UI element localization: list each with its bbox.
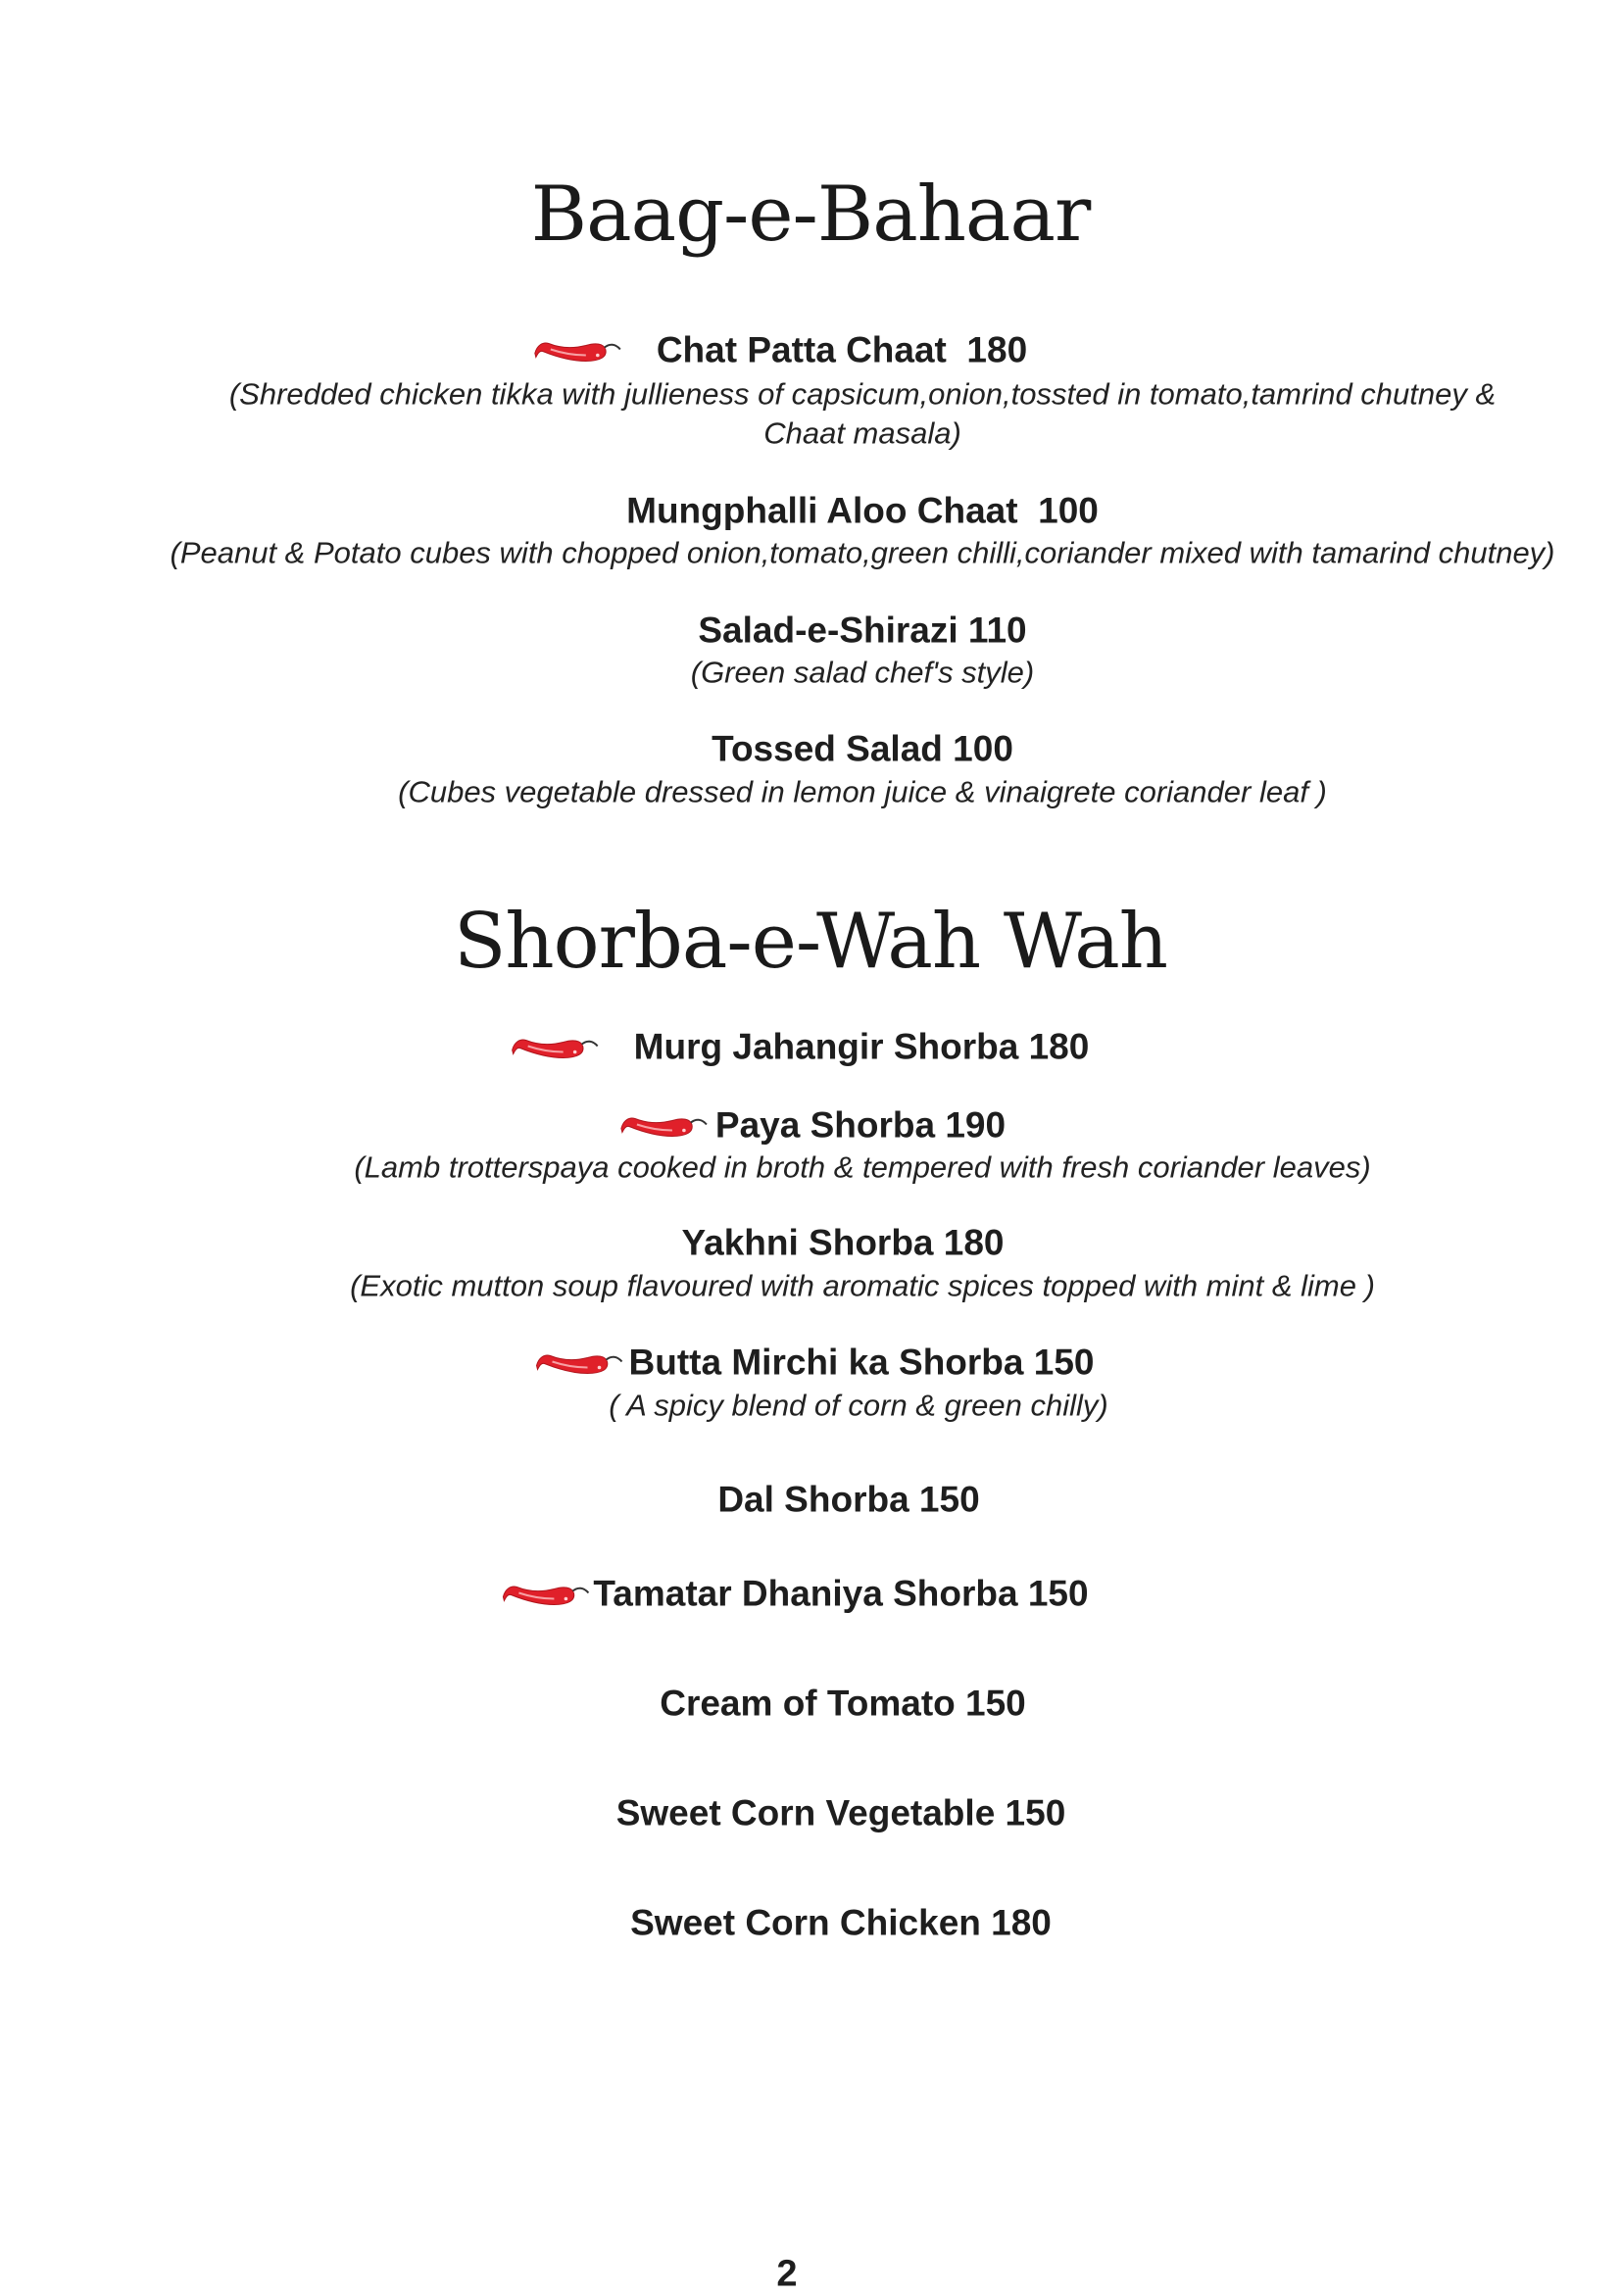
menu-item — [630, 1902, 1052, 1943]
menu-item — [626, 490, 1099, 531]
item-name: Yakhni Shorba 180 — [681, 1222, 1005, 1263]
menu-item — [717, 1479, 980, 1520]
item-name: Cream of Tomato 150 — [660, 1683, 1026, 1724]
menu-item — [615, 1792, 1066, 1833]
menu-item — [531, 329, 1028, 370]
item-description: (Peanut & Potato cubes with chopped onion,tomato,green chilli,coriander mixed with tamarind chutney) — [170, 535, 1555, 570]
red-chilli-icon — [509, 1032, 601, 1061]
item-description: (Exotic mutton soup flavoured with aromatic spices topped with mint & lime ) — [350, 1268, 1375, 1303]
menu-item — [617, 1104, 1007, 1146]
item-name: Mungphalli Aloo Chaat 100 — [626, 490, 1099, 531]
item-name: Tamatar Dhaniya Shorba 150 — [593, 1573, 1089, 1614]
red-chilli-icon — [499, 1579, 591, 1608]
item-name: Sweet Corn Vegetable 150 — [615, 1792, 1066, 1833]
red-chilli-icon — [617, 1110, 710, 1140]
item-name: Salad-e-Shirazi 110 — [698, 610, 1027, 651]
item-name: Tossed Salad 100 — [712, 728, 1013, 769]
item-description: Chaat masala) — [763, 415, 961, 451]
menu-item — [698, 612, 1026, 649]
item-description: (Green salad chef's style) — [690, 655, 1035, 690]
menu-item — [499, 1573, 1089, 1614]
item-name: Chat Patta Chaat 180 — [656, 329, 1028, 370]
item-name: Paya Shorba 190 — [714, 1104, 1007, 1146]
item-description: (Lamb trotterspaya cooked in broth & tempered with fresh coriander leaves) — [354, 1149, 1371, 1185]
menu-item — [681, 1222, 1005, 1263]
menu-item — [712, 728, 1013, 769]
menu-item — [509, 1026, 1090, 1067]
page-number: 2 — [776, 2253, 798, 2295]
menu-item — [533, 1344, 1095, 1381]
item-description: (Shredded chicken tikka with jullieness of capsicum,onion,tossted in tomato,tamrind chutney & — [228, 376, 1497, 412]
item-description: ( A spicy blend of corn & green chilly) — [609, 1388, 1108, 1423]
menu-item — [660, 1685, 1026, 1722]
section-title-shorba-e-wah-wah: Shorba-e-Wah Wah — [453, 898, 1167, 986]
item-name: Murg Jahangir Shorba 180 — [633, 1026, 1090, 1067]
item-name: Sweet Corn Chicken 180 — [630, 1902, 1052, 1943]
item-name: Butta Mirchi ka Shorba 150 — [628, 1342, 1095, 1383]
item-description: (Cubes vegetable dressed in lemon juice & vinaigrete coriander leaf ) — [398, 774, 1327, 809]
section-title-baag-e-bahaar: Baag-e-Bahaar — [530, 171, 1091, 259]
red-chilli-icon — [533, 1347, 625, 1377]
item-name: Dal Shorba 150 — [717, 1479, 980, 1520]
red-chilli-icon — [531, 335, 623, 365]
